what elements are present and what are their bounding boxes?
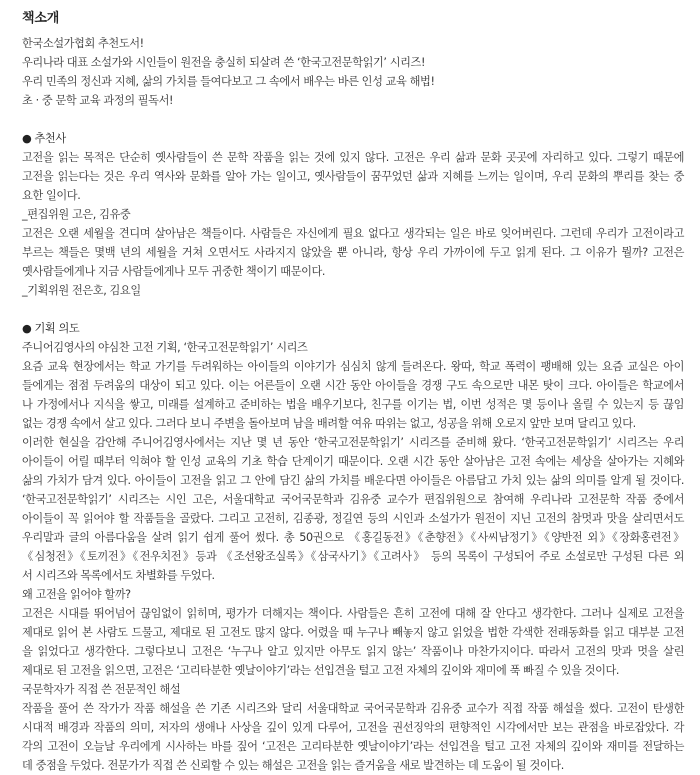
planning-heading: ● 기획 의도	[22, 322, 80, 335]
planning-section	[22, 319, 684, 775]
paragraph-line: 요한 일이다.	[22, 189, 81, 202]
paragraph-line: 각의 고전이 오늘날 우리에게 시사하는 바를 짚어 ‘고전은 고리타분한 옛날이야기’라는 선입견을 털고 고전 자체의 깊이와 재미를 전달하는	[22, 740, 684, 753]
paragraph-line: 옛사람들에게나 지금 사람들에게나 모두 귀중한 책이기 때문이다.	[22, 265, 326, 278]
paragraph-line: 서 시리즈와 목록에서도 차별화를 두었다.	[22, 569, 215, 582]
recommend-section	[22, 129, 684, 300]
paragraph-line: 이러한 현실을 감안해 주니어김영사에서는 지난 몇 년 동안 ‘한국고전문학읽기’ 시리즈를 준비해 왔다. ‘한국고전문학읽기’ 시리즈는 우리	[22, 436, 684, 449]
paragraph-line: 고전을 읽는 목적은 단순히 옛사람들이 쓴 문학 작품을 읽는 것에 있지 않다. 고전은 우리 삶과 문화 곳곳에 자리하고 있다. 그렇기 때문에	[22, 151, 684, 164]
paragraph-line: 우리말과 글의 아름다움을 살려 읽기 쉽게 풀어 썼다. 총 50권으로 《홍길동전》《춘향전》《사씨남정기》《양반전 외》《장화홍련전》	[22, 531, 684, 544]
paragraph-line: 삶의 가치가 담겨 있다. 아이들이 고전을 읽고 그 안에 담긴 삶의 가치를 배운다면 아이들은 아름답고 가치 있는 삶의 의미를 알게 될 것이다.	[22, 474, 684, 487]
content-body	[22, 34, 684, 775]
paragraph-line: 시대적 배경과 작품의 의미, 저자의 생애나 사상을 깊이 있게 다루어, 고전을 권선징악의 편향적인 시각에서만 보는 관점을 바로잡았다. 각	[22, 721, 684, 734]
intro-line: 한국소설가협회 추천도서!	[22, 37, 144, 50]
paragraph-line: 부르는 책들은 몇백 년의 세월을 거쳐 오면서도 사라지지 않았을 뿐 아니라, 항상 우리 가까이에 두고 읽게 된다. 그 이유가 뭘까? 고전은	[22, 246, 684, 259]
paragraph-line: 없는 경쟁 속에서 살고 있다. 그러다 보니 주변을 돌아보며 남을 배려할 여유 따위는 없고, 성공을 위해 오로지 앞만 보며 달리고 있다.	[22, 417, 636, 430]
paragraph-line: 고전을 읽는다는 것은 우리 역사와 문화를 알아 가는 일이고, 옛사람들이 꿈꾸었던 삶과 지혜를 느끼는 일이며, 우리 문화의 뿌리를 찾는 중	[22, 170, 684, 183]
paragraph-line: 요즘 교육 현장에서는 학교 가기를 두려워하는 아이들의 이야기가 심심치 않게 들려온다. 왕따, 학교 폭력이 팽배해 있는 요즘 교실은 아이	[22, 360, 684, 373]
section-title: 책소개	[22, 11, 60, 26]
paragraph-line: 데 중점을 두었다. 전문가가 직접 쓴 신뢰할 수 있는 해설은 고전을 읽는 즐거움을 새로 발견하는 데 도움이 될 것이다.	[22, 759, 564, 772]
paragraph-line: 제대로 된 고전을 읽으면, 고전은 ‘고리타분한 옛날이야기’라는 선입견을 털고 고전 자체의 깊이와 재미에 푹 빠질 수 있을 것이다.	[22, 664, 620, 677]
paragraph-line: 작품을 풀어 쓴 작가가 작품 해설을 쓴 기존 시리즈와 달리 서울대학교 국어국문학과 김유중 교수가 직접 작품 해설을 썼다. 고전이 탄생한	[22, 702, 684, 715]
paragraph-line: 나 가정에서나 지식을 쌓고, 미래를 설계하고 준비하는 법을 배우기보다, 친구를 이기는 법, 이번 성적은 몇 등이나 올릴 수 있는지 등 끊임	[22, 398, 684, 411]
recommend-author: _편집위원 고은, 김유중	[22, 208, 131, 221]
intro-line: 우리 민족의 정신과 지혜, 삶의 가치를 들여다보고 그 속에서 배우는 바른 인성 교육 해법!	[22, 75, 435, 88]
question-heading: 왜 고전을 읽어야 할까?	[22, 588, 131, 601]
recommend-author: _기획위원 전은호, 김요일	[22, 284, 141, 297]
paragraph-line: 들에게는 점점 두려움의 대상이 되고 있다. 이는 어른들이 오랜 시간 동안 아이들을 경쟁 구도 속으로만 내몬 탓이 크다. 아이들은 학교에서	[22, 379, 684, 392]
paragraph-line: 《심청전》《토끼전》《전우치전》등과 《조선왕조실록》《삼국사기》《고려사》 등의 목록이 구성되어 주로 소설로만 구성된 다른 외	[22, 550, 684, 563]
paragraph-line: ‘한국고전문학읽기’ 시리즈는 시인 고은, 서울대학교 국어국문학과 김유중 교수가 편집위원으로 참여해 우리나라 고전문학 작품 중에서	[22, 493, 684, 506]
intro-line: 우리나라 대표 소설가와 시인들이 원전을 충실히 되살려 쓴 ‘한국고전문학읽기’ 시리즈!	[22, 56, 426, 69]
paragraph-line: 제대로 읽어 본 사람도 드물고, 제대로 된 고전도 많지 않다. 어렸을 때 누구나 빼놓지 않고 읽었을 법한 각색한 전래동화를 읽고 대부분 고전	[22, 626, 684, 639]
paragraph-line: 을 읽었다고 생각한다. 그렇다보니 고전은 ‘누구나 알고 있지만 아무도 읽지 않는’ 작품이나 마찬가지이다. 따라서 고전의 맛과 멋을 살린	[22, 645, 684, 658]
recommend-heading: ● 추천사	[22, 132, 66, 145]
paragraph-line: 고전은 시대를 뛰어넘어 끊임없이 읽히며, 평가가 더해지는 책이다. 사람들은 흔히 고전에 대해 잘 안다고 생각한다. 그러나 실제로 고전을	[22, 607, 684, 620]
intro-line: 초 · 중 문학 교육 과정의 필독서!	[22, 94, 174, 107]
paragraph-line: 아이들이 꼭 읽어야 할 작품들을 골랐다. 그리고 고전히, 김종광, 정길연 등의 시인과 소설가가 원전이 지닌 고전의 참멋과 맛을 살리면서도	[22, 512, 684, 525]
paragraph-line: 아이들이 어릴 때부터 익혀야 할 인성 교육의 기초 학습 단계이기 때문이다. 오랜 시간 동안 살아남은 고전 속에는 세상을 살아가는 지혜와	[22, 455, 684, 468]
planning-subtitle: 주니어김영사의 야심찬 고전 기획, ‘한국고전문학읽기’ 시리즈	[22, 341, 308, 354]
intro-block	[22, 34, 684, 110]
paragraph-line: 고전은 오랜 세월을 견디며 살아남은 책들이다. 사람들은 자신에게 필요 없다고 생각되는 일은 바로 잊어버린다. 그런데 우리가 고전이라고	[22, 227, 684, 240]
question-heading: 국문학자가 직접 쓴 전문적인 해설	[22, 683, 181, 696]
